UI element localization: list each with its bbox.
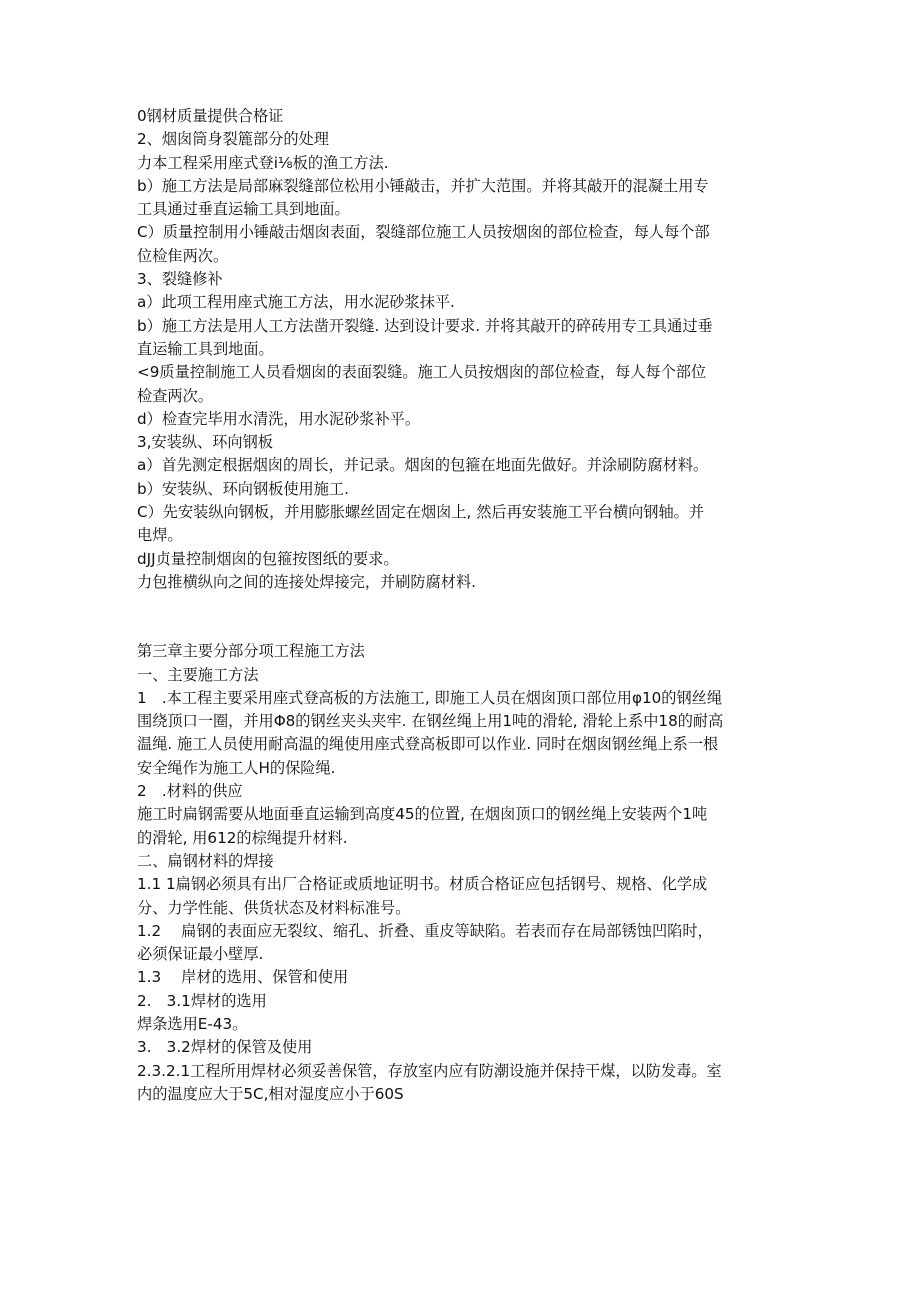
text-line: 3,安装纵、环向钢板 (137, 433, 273, 452)
text-line: 一、主要施工方法 (137, 665, 259, 684)
text-line: 安全绳作为施工人H的保险绳. (137, 758, 336, 777)
text-line: C）先安装纵向钢板，并用膨胀螺丝固定在烟囱上, 然后再安装施工平台横向钢轴。并 (137, 503, 705, 522)
text-line: a）首先测定根据烟囱的周长，并记录。烟囱的包箍在地面先做好。并涂刷防腐材料。 (137, 456, 709, 475)
text-line: b）施工方法是局部麻裂缝部位松用小锤敲击，并扩大范围。并将其敲开的混凝土用专 (137, 176, 709, 195)
text-line: 直运输工具到地面。 (137, 339, 274, 358)
text-line: 温绳. 施工人员使用耐高温的绳使用座式登高板即可以作业. 同时在烟囱钢丝绳上系一根 (137, 735, 719, 754)
text-line: dJJ贞量控制烟囱的包箍按图纸的要求。 (137, 549, 399, 568)
text-line: <9质量控制施工人员看烟囱的表面裂缝。施工人员按烟囱的部位检查，每人每个部位 (137, 363, 707, 382)
text-line: 1.2 扁钢的表面应无裂纹、缩孔、折叠、重皮等缺陷。若表而存在局部锈蚀凹陷时， (137, 921, 713, 940)
text-line: 2. 3.1焊材的选用 (137, 991, 267, 1010)
text-line: d）检查完毕用水清洗，用水泥砂浆补平。 (137, 409, 421, 428)
document-page (137, 105, 787, 1106)
text-line: 的滑轮, 用612的棕绳提升材料. (137, 828, 348, 847)
text-line: b）施工方法是用人工方法凿开裂缝. 达到设计要求. 并将其敲开的碎砖用专工具通过垂 (137, 316, 713, 335)
text-line: 内的温度应大于5C,相对湿度应小于60S (137, 1084, 404, 1103)
text-line: 力本工程采用座式登i⅛板的渔工方法. (137, 153, 389, 172)
text-line: 3. 3.2焊材的保管及使用 (137, 1038, 313, 1057)
text-line: 力包推横纵向之间的连接处焊接完，并刷防腐材料. (137, 572, 476, 591)
section-spacer (137, 594, 787, 640)
text-line: 焊条选用E-43。 (137, 1014, 248, 1033)
text-line: 二、扁钢材料的焊接 (137, 851, 274, 870)
text-line: 必须保证最小壁厚. (137, 945, 264, 964)
text-line: b）安装纵、环向钢板使用施工. (137, 479, 349, 498)
text-line: 1.3 岸材的选用、保管和使用 (137, 968, 349, 987)
section-chapter-three (137, 640, 787, 1106)
text-line: 工具通过垂直运输工具到地面。 (137, 200, 350, 219)
text-line: 检查两次。 (137, 386, 213, 405)
text-line: 2.3.2.1工程所用焊材必须妥善保管，存放室内应有防潮设施并保持干煤，以防发毒。室 (137, 1061, 722, 1080)
text-line: 3、裂缝修补 (137, 270, 223, 289)
text-line: 位检隹两次。 (137, 246, 229, 265)
text-line: a）此项工程用座式施工方法，用水泥砂浆抹平. (137, 293, 455, 312)
text-line: 2 .材料的供应 (137, 782, 243, 801)
text-line: 施工时扁钢需要从地面垂直运输到高度45的位置, 在烟囱顶口的钢丝绳上安装两个1吨 (137, 805, 708, 824)
text-line: 围绕顶口一圈，并用Φ8的钢丝夹头夹牢. 在钢丝绳上用1吨的滑轮, 滑轮上系中18的耐高 (137, 712, 724, 731)
section-chimney-repair (137, 105, 787, 594)
text-line: 0钢材质量提供合格证 (137, 107, 284, 125)
text-line: 2、烟囱筒身裂簏部分的处理 (137, 130, 329, 149)
text-line: C）质量控制用小锤敲击烟囱表面，裂缝部位施工人员按烟囱的部位检查，每人每个部 (137, 223, 710, 242)
text-line: 1 .本工程主要采用座式登高板的方法施工, 即施工人员在烟囱顶口部位用φ10的钢丝绳 (137, 688, 723, 707)
text-line: 电焊。 (137, 526, 183, 545)
chapter-heading: 第三章主要分部分项工程施工方法 (137, 642, 365, 661)
text-line: 1.1 1扁钢必须具有出厂合格证或质地证明书。材质合格证应包括钢号、规格、化学成 (137, 875, 708, 894)
text-line: 分、力学性能、供货状态及材料标准号。 (137, 898, 411, 917)
